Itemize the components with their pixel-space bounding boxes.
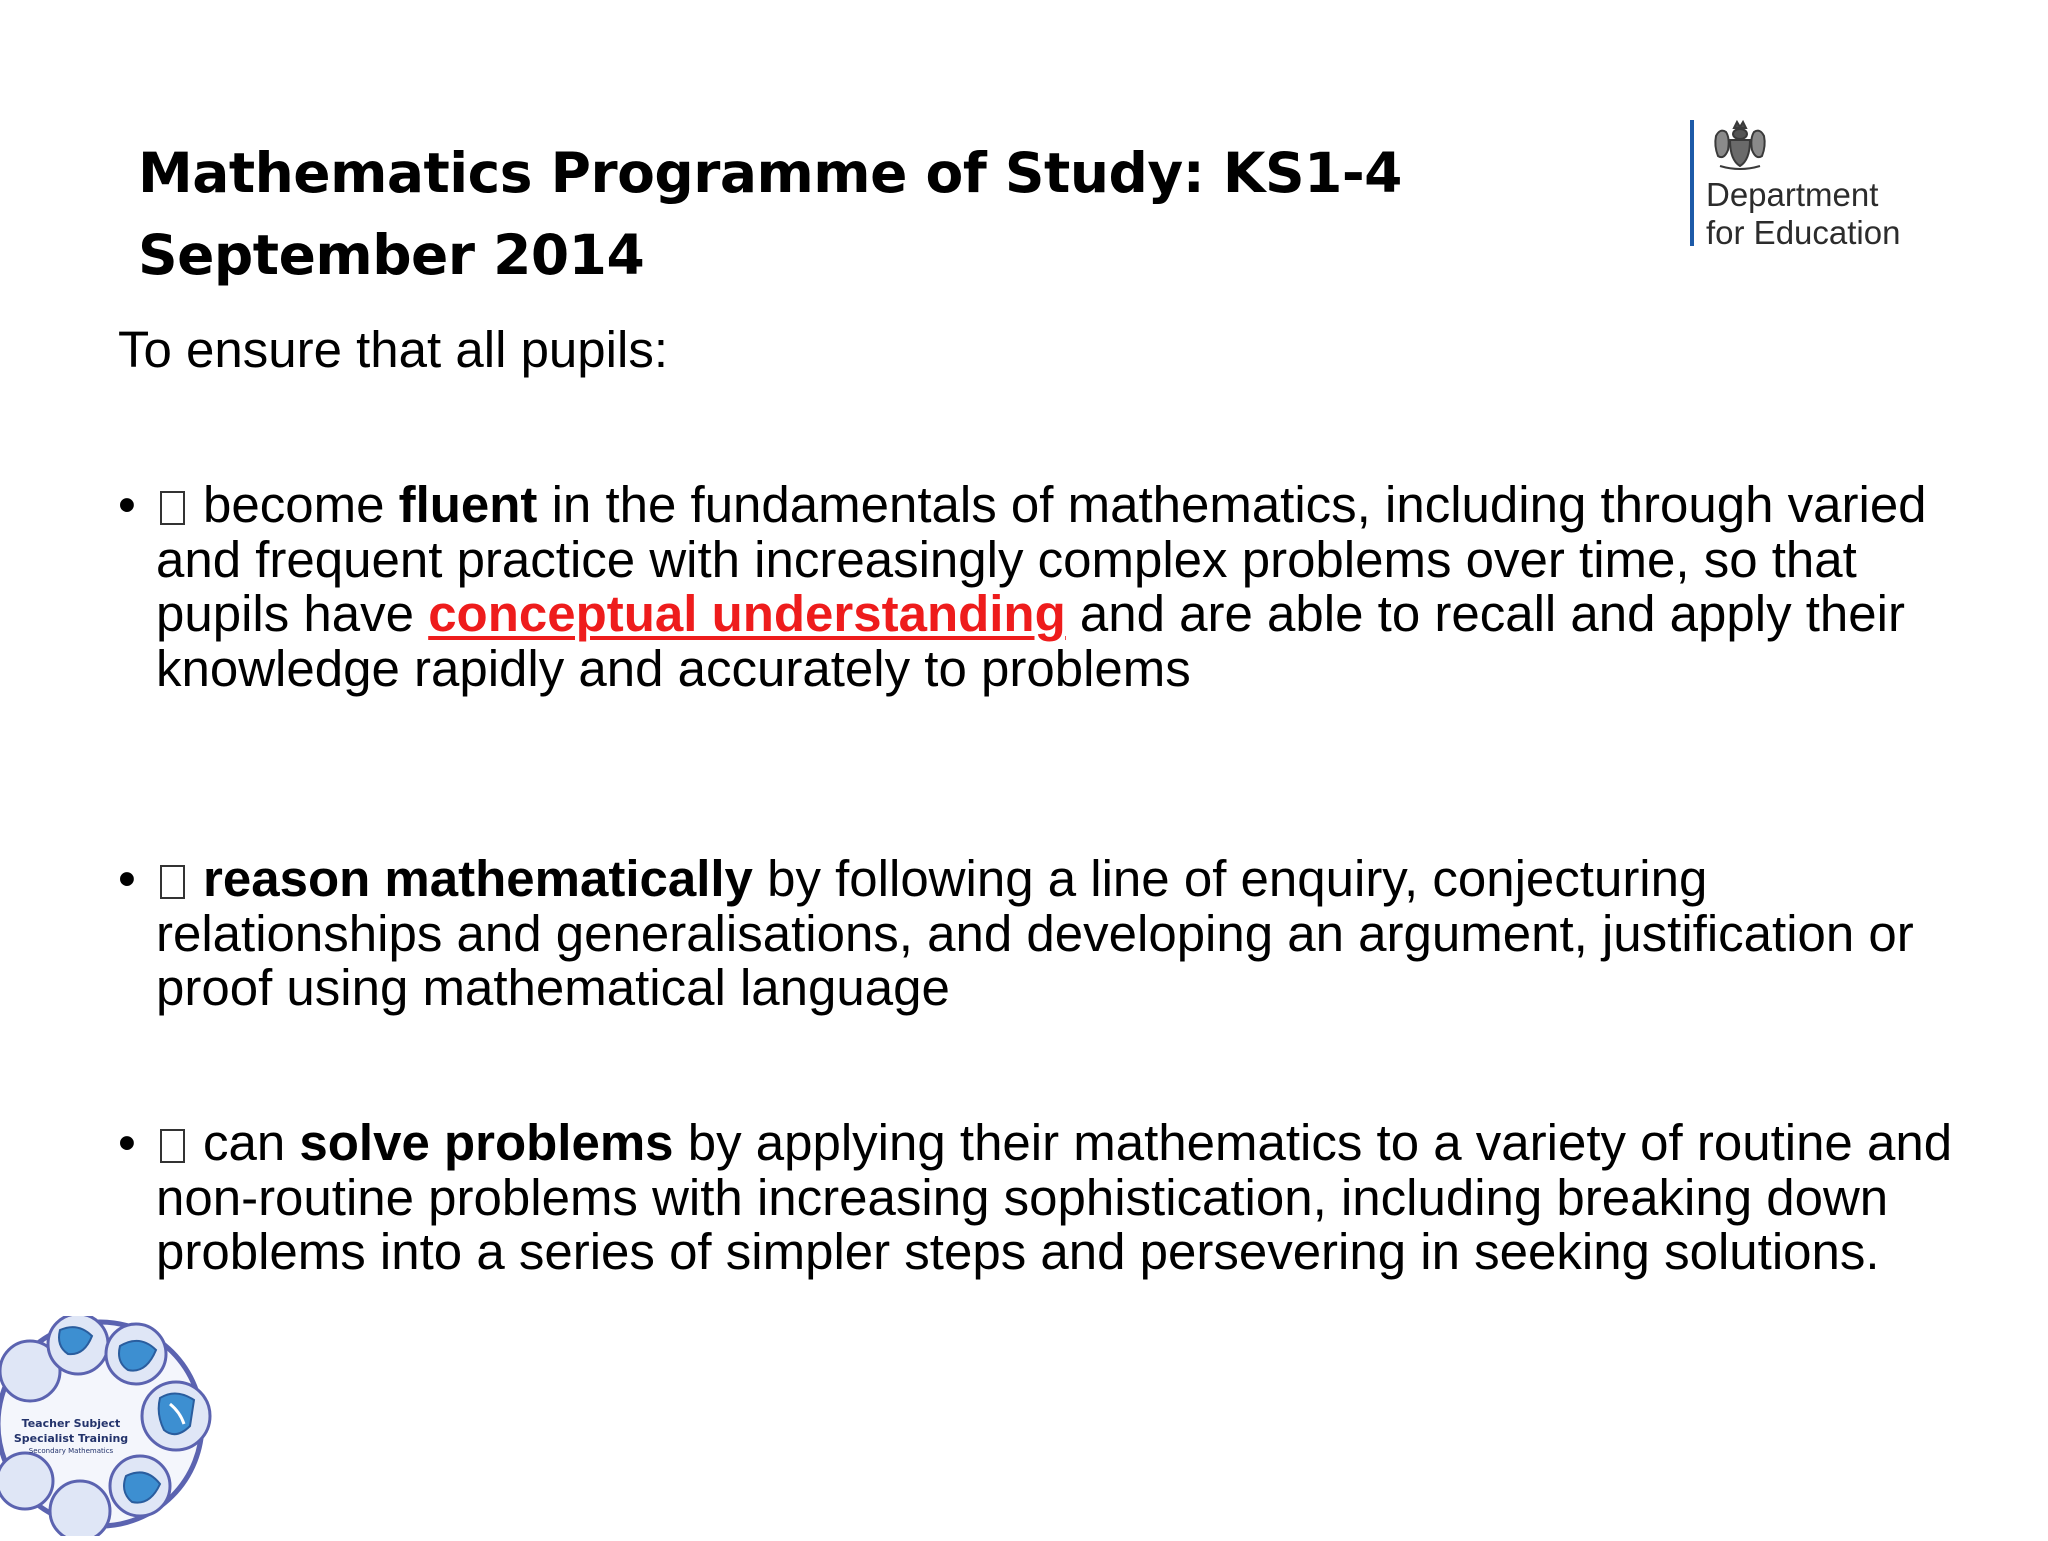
bullet-text [156, 478, 1978, 696]
title-line-1: Mathematics Programme of Study: KS1-4 [138, 141, 1402, 205]
bullet-dot: • [118, 850, 136, 907]
bullet-keyword: fluent [398, 476, 538, 533]
tsst-logo-text [6, 1416, 136, 1456]
tsst-line-2: Specialist Training [13, 1432, 129, 1445]
dfe-logo [1688, 116, 1918, 250]
title-line-2: September 2014 [138, 223, 645, 287]
dfe-logo-line-1: Department [1706, 176, 1879, 213]
bullet-reason [118, 852, 1978, 1016]
bullet-body: by applying their mathematics to a variety of routine and non-routine problems with increasing sophistication, including breaking down problems into a series of simpler steps and persevering in seeking solutions. [156, 1114, 1953, 1280]
bullet-solve [118, 1116, 1978, 1280]
bullet-pre: can [203, 1114, 300, 1171]
missing-glyph-icon [160, 491, 185, 525]
bullet-tail: and are able to recall and apply their knowledge rapidly and accurately to problems [156, 585, 1905, 697]
dfe-logo-line-2: for Education [1706, 214, 1901, 251]
tsst-line-1: Teacher Subject [21, 1417, 121, 1430]
intro-text: To ensure that all pupils: [118, 321, 668, 378]
tsst-logo [0, 1316, 230, 1536]
bullet-fluent [118, 478, 1978, 696]
bullet-keyword: reason mathematically [203, 850, 753, 907]
slide-title [138, 132, 1438, 296]
royal-crest-icon [1708, 116, 1772, 172]
dfe-logo-bar [1690, 120, 1694, 246]
tsst-line-3: Secondary Mathematics [28, 1447, 114, 1455]
bullet-keyword: solve problems [299, 1114, 674, 1171]
bullet-dot: • [118, 476, 136, 533]
dfe-logo-text [1706, 176, 1900, 252]
bullet-dot: • [118, 1114, 136, 1171]
conceptual-understanding-link[interactable]: conceptual understanding [428, 585, 1066, 642]
missing-glyph-icon [160, 865, 185, 899]
bullet-text [156, 1116, 1978, 1280]
bullet-pre: become [203, 476, 399, 533]
bullet-text [156, 852, 1978, 1016]
bullet-body: in the fundamentals of mathematics, including through varied and frequent practice with increasingly complex problems over time, so that pupils have [156, 476, 1927, 642]
bullet-body: by following a line of enquiry, conjecturing relationships and generalisations, and developing an argument, justification or proof using mathematical language [156, 850, 1914, 1016]
missing-glyph-icon [160, 1129, 185, 1163]
